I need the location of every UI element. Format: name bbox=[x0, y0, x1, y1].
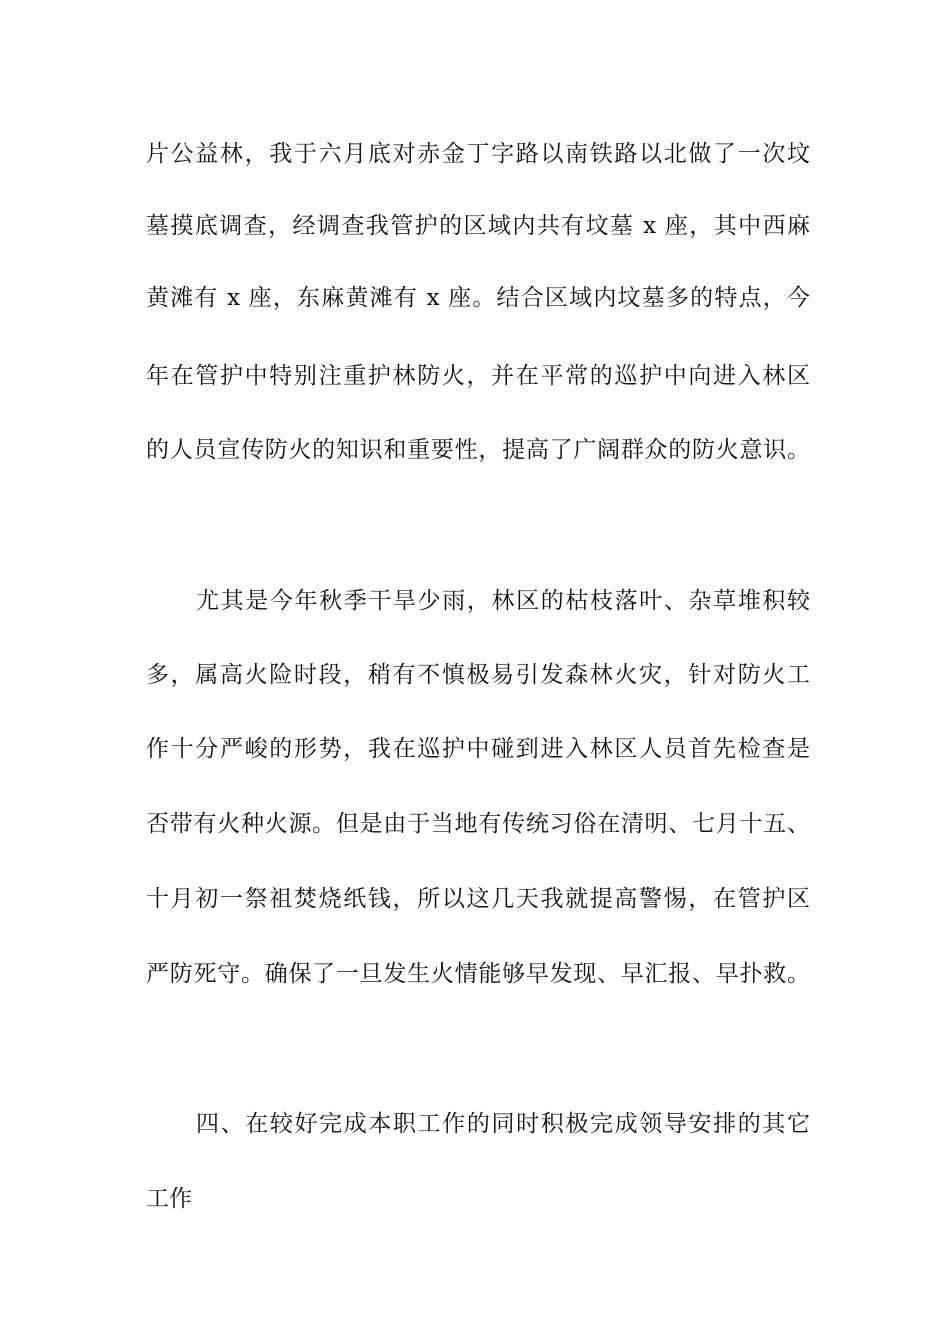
heading-line: 四、在较好完成本职工作的同时积极完成领导安排的其它 bbox=[196, 1111, 810, 1137]
text-line: 片公益林，我于六月底对赤金丁字路以南铁路以北做了一次坟 bbox=[146, 141, 810, 167]
text-line: 的人员宣传防火的知识和重要性，提高了广阔群众的防火意识。 bbox=[146, 437, 810, 463]
text-line: 多，属高火险时段，稍有不慎极易引发森林火灾，针对防火工 bbox=[146, 662, 810, 688]
text-line: 十月初一祭祖焚烧纸钱，所以这几天我就提高警惕，在管护区 bbox=[146, 886, 810, 912]
text-line: 严防死守。确保了一旦发生火情能够早发现、早汇报、早扑救。 bbox=[146, 961, 810, 987]
text-line: 尤其是今年秋季干旱少雨，林区的枯枝落叶、杂草堆积较 bbox=[196, 588, 810, 614]
text-line: 黄滩有 x 座，东麻黄滩有 x 座。结合区域内坟墓多的特点，今 bbox=[146, 285, 810, 311]
heading-line: 工作 bbox=[146, 1186, 192, 1212]
text-line: 墓摸底调查，经调查我管护的区域内共有坟墓 x 座，其中西麻 bbox=[146, 213, 810, 239]
text-line: 否带有火种火源。但是由于当地有传统习俗在清明、七月十五、 bbox=[146, 811, 810, 837]
text-line: 年在管护中特别注重护林防火，并在平常的巡护中向进入林区 bbox=[146, 363, 810, 389]
text-line: 作十分严峻的形势，我在巡护中碰到进入林区人员首先检查是 bbox=[146, 736, 810, 762]
